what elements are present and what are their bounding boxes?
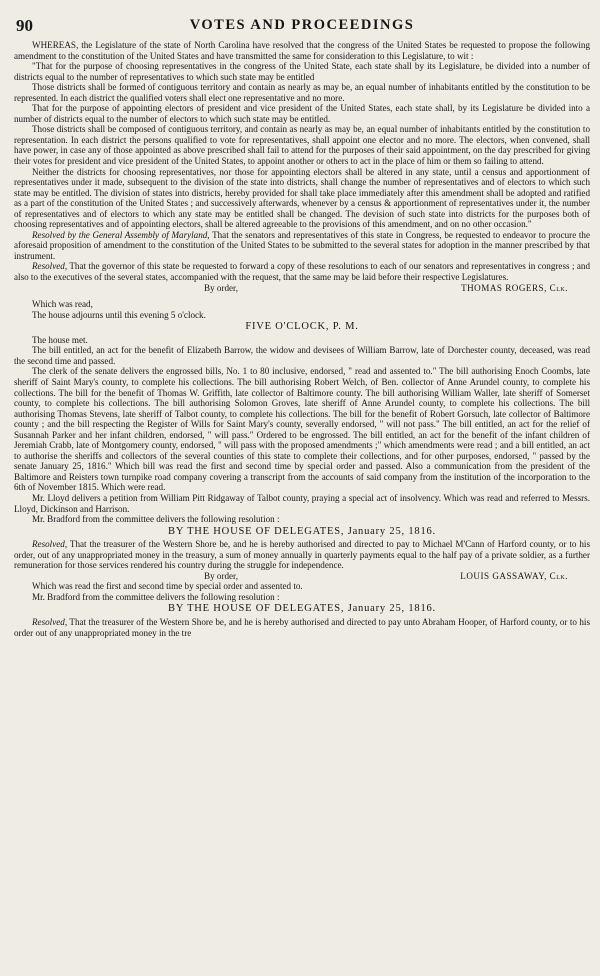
resolution-paragraph — [14, 617, 590, 638]
resolution-paragraph — [14, 539, 590, 571]
paragraph: The bill entitled, an act for the benefit of Elizabeth Barrow, the widow and devisees of William Barrow, late of Dorchester county, deceased, was read the second time and passed. — [14, 345, 590, 366]
paragraph: Mr. Lloyd delivers a petition from William Pitt Ridgaway of Talbot county, praying a special act of insolvency. Which was read and referred to Messrs. Lloyd, Dickinson and Harrison. — [14, 492, 590, 514]
signature-block — [14, 283, 590, 294]
resolved-text: That the senators and representatives of this state in Congress, be requested to endeavor to procure the aforesaid proposition of amendment to the constitution of the United States to be submitted to the several states for adoption in the manner prescribed by that instrument. — [14, 229, 590, 261]
running-title: VOTES AND PROCEEDINGS — [189, 17, 415, 33]
resolution-paragraph — [14, 261, 590, 282]
resolved-lead: Resolved by the General Assembly of Maryland, — [32, 229, 210, 240]
resolved-lead: Resolved, — [32, 616, 68, 627]
clerk-signature: LOUIS GASSAWAY, Clk. — [460, 570, 568, 581]
signature-block — [14, 571, 590, 582]
resolved-lead: Resolved, — [32, 539, 68, 550]
document-body — [14, 40, 590, 638]
paragraph: The clerk of the senate delivers the engrossed bills, No. 1 to 80 inclusive, endorsed, " read and assented to." The bill authorising Enoch Coombs, late sheriff of Saint Mary's county, to complete his collections. The bill authorising Robert Welch, of Ben. collector of Anne Arundel county, to complete his collections. The bill for the benefit of Thomas W. Griffith, late collector of Baltimore county. The bill authorising William Waller, late sheriff of Somerset county, to complete his collections. The bill authorising Solomon Groves, late sheriff of Anne Arundel county, to complete his collections. The bill authorising Thomas Stevens, late sheriff of Talbot county, to complete his collections. The bill for the benefit of Robert Gorsuch, late collector of Baltimore county ; and the bill respecting the Register of Wills for Saint Mary's county, severally endorsed, " will not pass." The bill entitled, an act for the relief of Susannah Parker and her infant children, endorsed, " will pass." Ordered to be engrossed. The bill entitled, an act for the benefit of the infant children of Jeremiah Crabb, late of Montgomery county, endorsed, " will pass with the proposed amendments ;" which amendments were read ; and a bill entitled, an act to authorise the sheriffs and collectors of the several counties of this state to complete their collections, and for other purposes, endorsed, " passed by the senate January 25, 1816." Which bill was read the first and second time by special order and passed. Also a communication from the president of the Baltimore and Reisters town turnpike road company covering a transcript from the accounts of said company from the institution of the incorporation to the 6th of November 1815. Which were read. — [14, 366, 590, 493]
section-heading: FIVE O'CLOCK, P. M. — [245, 321, 359, 333]
paragraph: Mr. Bradford from the committee delivers the following resolution : — [32, 514, 280, 525]
paragraph: Mr. Bradford from the committee delivers the following resolution : — [32, 591, 280, 602]
paragraph: Neither the districts for choosing representatives, nor those for appointing electors shall be altered in any state, until a census and apportionment of representatives under it made, subsequent to the division of the state into districts, shall change the number of representatives and of electors to which such state may be entitled. The division of states into districts, hereby provided for shall take place immediately after this amendment shall be adopted and ratified as a part of the constitution of the United States ; and successively afterwards, whenever by a census & apportionment of representatives under it, the number of representatives and of electors to which any state may be entitled shall be changed. The devision of such state into districts for the purposes both of choosing representatives and of appointing electors, shall be altered agreeable to the provisions of this amendment, and on no other occasion." — [14, 166, 590, 230]
resolved-lead: Resolved, — [32, 261, 68, 272]
house-heading: BY THE HOUSE OF DELEGATES, January 25, 1816. — [168, 603, 436, 615]
house-heading: BY THE HOUSE OF DELEGATES, January 25, 1816. — [168, 525, 436, 537]
paragraph: Those districts shall be composed of contiguous territory, and contain as nearly as may be, an equal number of inhabitants entitled by the constitution to representation. In each district the persons qualified to vote for representatives, shall appoint one elector and no more. The electors, when convened, shall have power, in case any of those appointed as above prescribed shall fail to attend for the purposes of their said appointment, on the day prescribed for giving their votes for president and vice president of the United States, to appoint another or others to act in the place of him or them so failing to attend. — [14, 124, 590, 167]
resolved-text: That the governor of this state be requested to forward a copy of these resolutions to each of our senators and representatives in congress ; and also to the executives of the several states, accompanied with the request, that the same may be laid before their respective Legislatures. — [14, 261, 590, 283]
resolved-text: That the treasurer of the Western Shore be, and he is hereby authorised and directed to pay to Michael M'Cann of Harford county, or to his order, out of any unappropriated money in the treasury, a sum of money annually in quarterly payments equal to the half pay of a private soldier, as a further remuneration for those services rendered his country during the struggle for independence. — [14, 539, 590, 571]
resolution-paragraph — [14, 230, 590, 262]
page-header — [14, 0, 590, 40]
paragraph: That for the purpose of appointing electors of president and vice president of the United States, each state shall, by its Legislature be divided into a number of districts equal to the number of electors to which such state may be entitled. — [14, 103, 590, 124]
paragraph: The house adjourns until this evening 5 o'clock. — [32, 309, 206, 320]
by-order: By order, — [204, 282, 238, 293]
paragraph: Those districts shall be formed of contiguous territory and contain as nearly as may be, an equal number of inhabitants entitled by the constitution to be represented. In each district the qualified voters shall elect one representative and no more. — [14, 82, 590, 103]
paragraph: WHEREAS, the Legislature of the state of North Carolina have resolved that the congress of the United States be requested to propose the following amendment to the constitution of the United States and have transmitted the same for consideration to this Legislature, to wit : — [14, 40, 590, 61]
paragraph: "That for the purpose of choosing representatives in the congress of the United State, each state shall by its Legislature, be divided into a number of districts equal to the number of representatives to which such state may be entitled — [14, 61, 590, 82]
paragraph: The house met. — [32, 334, 88, 345]
paragraph: Which was read the first and second time by special order and assented to. — [32, 581, 303, 592]
clerk-signature: THOMAS ROGERS, Clk. — [461, 282, 568, 293]
resolved-text: That the treasurer of the Western Shore be, and he is hereby authorised and directed to pay unto Abraham Hooper, of Harford county, or to his order out of any unappropriated money in the tre — [14, 616, 590, 638]
by-order: By order, — [204, 570, 238, 581]
paragraph: Which was read, — [32, 299, 93, 310]
page-number: 90 — [16, 16, 33, 35]
